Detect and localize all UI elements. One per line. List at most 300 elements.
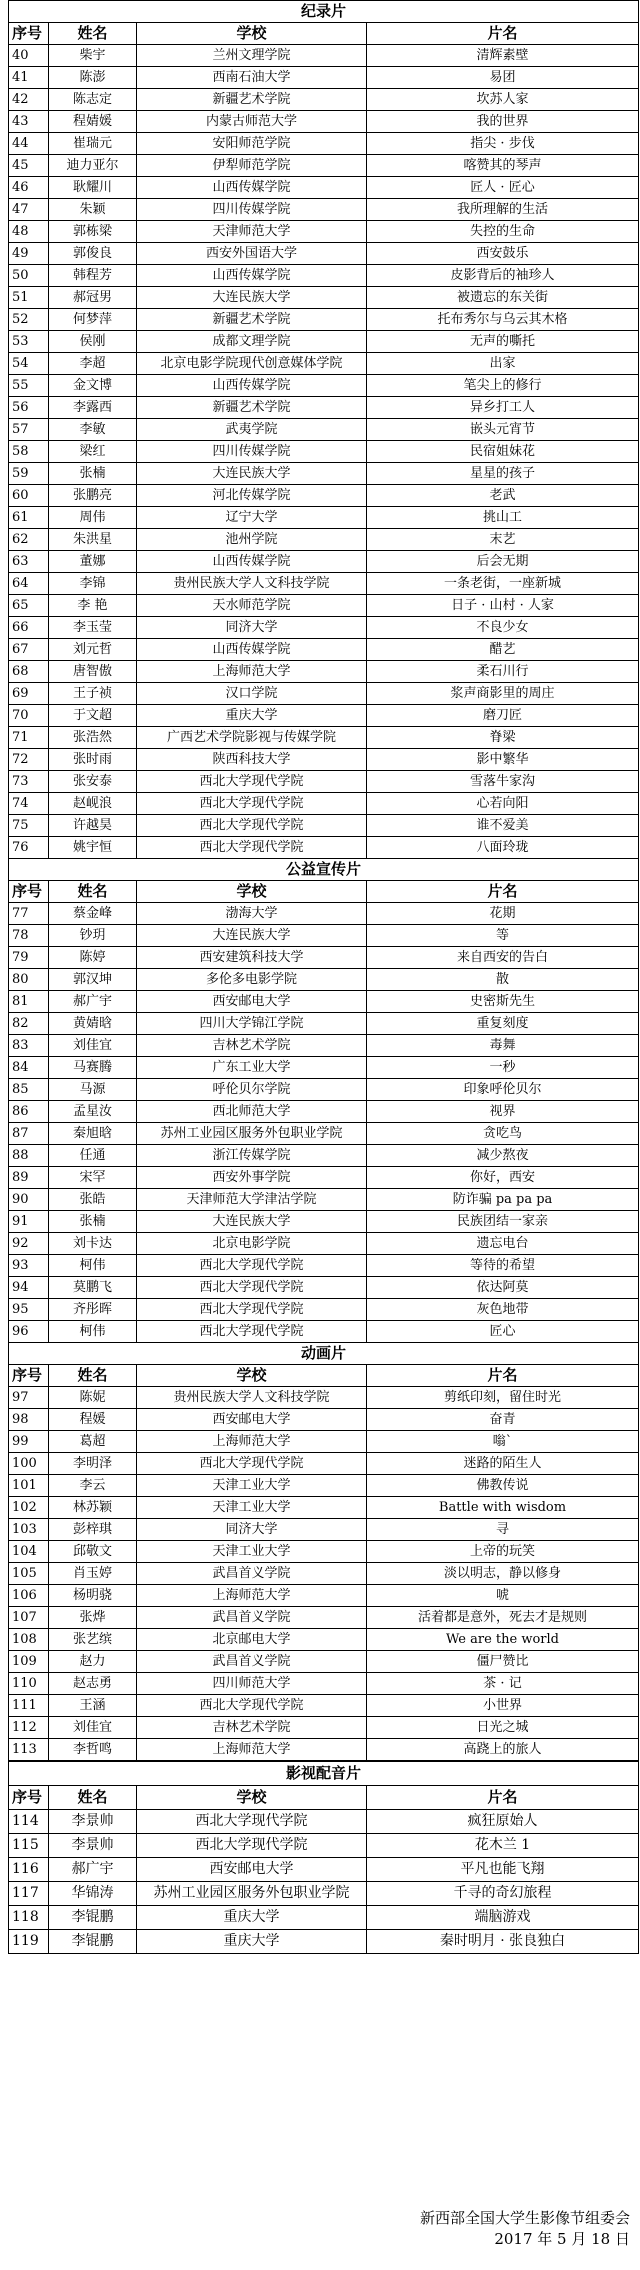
table-row [9,1563,639,1585]
table-row [9,1277,639,1299]
cell-number: 60 [9,485,49,507]
cell-title: 来自西安的告白 [367,947,639,969]
header-title: 片名 [367,1365,639,1387]
cell-school: 陕西科技大学 [137,749,367,771]
cell-title: 毒舞 [367,1035,639,1057]
table-row [9,1651,639,1673]
cell-title: 星星的孩子 [367,463,639,485]
table-row [9,1695,639,1717]
header-school: 学校 [137,1786,367,1810]
table-row [9,265,639,287]
table-row [9,419,639,441]
cell-name: 李超 [49,353,137,375]
cell-school: 武昌首义学院 [137,1607,367,1629]
cell-school: 新疆艺术学院 [137,397,367,419]
cell-number: 99 [9,1431,49,1453]
cell-name: 彭梓琪 [49,1519,137,1541]
cell-school: 西北大学现代学院 [137,1834,367,1858]
table-row [9,903,639,925]
table-row [9,1387,639,1409]
cell-school: 西安邮电大学 [137,991,367,1013]
table-row [9,551,639,573]
cell-number: 41 [9,67,49,89]
cell-number: 78 [9,925,49,947]
cell-school: 天津师范大学 [137,221,367,243]
cell-school: 四川大学锦江学院 [137,1013,367,1035]
table-row [9,243,639,265]
cell-title: 磨刀匠 [367,705,639,727]
cell-school: 山西传媒学院 [137,177,367,199]
cell-title: 不良少女 [367,617,639,639]
cell-school: 西北大学现代学院 [137,1277,367,1299]
cell-school: 武昌首义学院 [137,1563,367,1585]
cell-title: 秦时明月 · 张良独白 [367,1930,639,1954]
cell-number: 114 [9,1810,49,1834]
cell-school: 内蒙古师范大学 [137,111,367,133]
table-row [9,1211,639,1233]
cell-school: 吉林艺术学院 [137,1717,367,1739]
cell-number: 90 [9,1189,49,1211]
table-row [9,1519,639,1541]
cell-number: 113 [9,1739,49,1761]
cell-name: 柯伟 [49,1255,137,1277]
cell-number: 50 [9,265,49,287]
cell-name: 马源 [49,1079,137,1101]
cell-number: 116 [9,1858,49,1882]
cell-number: 109 [9,1651,49,1673]
cell-name: 王涵 [49,1695,137,1717]
cell-number: 49 [9,243,49,265]
table-row [9,837,639,859]
table-row [9,925,639,947]
cell-title: 淡以明志，静以修身 [367,1563,639,1585]
table-row [9,1810,639,1834]
section-animation [9,1343,639,1387]
table-row [9,309,639,331]
header-number: 序号 [9,1786,49,1810]
cell-school: 重庆大学 [137,1906,367,1930]
cell-number: 81 [9,991,49,1013]
cell-title: 浆声商影里的周庄 [367,683,639,705]
cell-name: 刘佳宜 [49,1035,137,1057]
cell-number: 65 [9,595,49,617]
cell-number: 105 [9,1563,49,1585]
cell-school: 天津工业大学 [137,1497,367,1519]
cell-name: 张楠 [49,1211,137,1233]
cell-school: 山西传媒学院 [137,639,367,661]
film-list-table [8,0,639,1761]
cell-number: 69 [9,683,49,705]
cell-title: 失控的生命 [367,221,639,243]
table-row [9,771,639,793]
footer [420,2208,630,2250]
table-row [9,1409,639,1431]
table-row [9,1607,639,1629]
cell-name: 李锟鹏 [49,1906,137,1930]
cell-school: 上海师范大学 [137,1739,367,1761]
cell-name: 杨明骁 [49,1585,137,1607]
cell-name: 李景帅 [49,1834,137,1858]
table-row [9,1629,639,1651]
table-row [9,485,639,507]
cell-title: 遗忘电台 [367,1233,639,1255]
cell-number: 72 [9,749,49,771]
cell-name: 陈妮 [49,1387,137,1409]
table-row [9,507,639,529]
cell-school: 天水师范学院 [137,595,367,617]
table-row [9,1497,639,1519]
table-row [9,1858,639,1882]
cell-name: 周伟 [49,507,137,529]
table-row [9,969,639,991]
cell-number: 107 [9,1607,49,1629]
cell-number: 71 [9,727,49,749]
date: 2017 年 5 月 18 日 [494,2230,630,2248]
table-row [9,683,639,705]
cell-title: 灰色地带 [367,1299,639,1321]
cell-school: 呼伦贝尔学院 [137,1079,367,1101]
header-title: 片名 [367,1786,639,1810]
table-row [9,155,639,177]
cell-title: 皮影背后的袖珍人 [367,265,639,287]
cell-title: 异乡打工人 [367,397,639,419]
cell-school: 武昌首义学院 [137,1651,367,1673]
cell-school: 山西传媒学院 [137,265,367,287]
cell-school: 北京电影学院现代创意媒体学院 [137,353,367,375]
cell-school: 重庆大学 [137,705,367,727]
cell-title: 后会无期 [367,551,639,573]
cell-title: 西安鼓乐 [367,243,639,265]
table-row [9,793,639,815]
cell-number: 89 [9,1167,49,1189]
table-row [9,1585,639,1607]
cell-school: 苏州工业园区服务外包职业学院 [137,1882,367,1906]
cell-name: 郝冠男 [49,287,137,309]
cell-title: 视界 [367,1101,639,1123]
cell-school: 西北大学现代学院 [137,1810,367,1834]
cell-title: 剪纸印刻，留住时光 [367,1387,639,1409]
table-row [9,1906,639,1930]
cell-name: 何梦萍 [49,309,137,331]
table-row [9,1673,639,1695]
cell-number: 82 [9,1013,49,1035]
cell-number: 108 [9,1629,49,1651]
cell-name: 李玉莹 [49,617,137,639]
cell-title: 末艺 [367,529,639,551]
cell-number: 85 [9,1079,49,1101]
header-title: 片名 [367,881,639,903]
cell-title: 日光之城 [367,1717,639,1739]
cell-name: 迪力亚尔 [49,155,137,177]
cell-title: 花期 [367,903,639,925]
cell-number: 80 [9,969,49,991]
cell-number: 95 [9,1299,49,1321]
cell-number: 73 [9,771,49,793]
cell-title: 花木兰 1 [367,1834,639,1858]
cell-title: 一秒 [367,1057,639,1079]
cell-title: 奋青 [367,1409,639,1431]
table-row [9,1930,639,1954]
cell-name: 张浩然 [49,727,137,749]
cell-title: 八面玲珑 [367,837,639,859]
table-row [9,991,639,1013]
cell-school: 山西传媒学院 [137,375,367,397]
cell-school: 山西传媒学院 [137,551,367,573]
cell-name: 钞玥 [49,925,137,947]
section-title: 纪录片 [9,1,639,23]
cell-number: 94 [9,1277,49,1299]
cell-title: 茶 · 记 [367,1673,639,1695]
cell-school: 四川师范大学 [137,1673,367,1695]
cell-number: 74 [9,793,49,815]
cell-number: 40 [9,45,49,67]
cell-school: 同济大学 [137,1519,367,1541]
cell-title: 千寻的奇幻旅程 [367,1882,639,1906]
cell-name: 刘佳宜 [49,1717,137,1739]
cell-school: 西北大学现代学院 [137,837,367,859]
cell-school: 大连民族大学 [137,463,367,485]
cell-name: 唐智傲 [49,661,137,683]
cell-school: 浙江传媒学院 [137,1145,367,1167]
cell-title: 无声的嘶托 [367,331,639,353]
table-row [9,1145,639,1167]
table-row [9,67,639,89]
cell-number: 101 [9,1475,49,1497]
cell-name: 马赛腾 [49,1057,137,1079]
cell-name: 李云 [49,1475,137,1497]
cell-school: 广西艺术学院影视与传媒学院 [137,727,367,749]
cell-number: 54 [9,353,49,375]
cell-title: 疯狂原始人 [367,1810,639,1834]
cell-name: 李明泽 [49,1453,137,1475]
table-row [9,1882,639,1906]
cell-name: 张安泰 [49,771,137,793]
cell-name: 耿耀川 [49,177,137,199]
cell-number: 91 [9,1211,49,1233]
table-row [9,1101,639,1123]
cell-name: 刘元哲 [49,639,137,661]
cell-title: 民族团结一家亲 [367,1211,639,1233]
cell-school: 多伦多电影学院 [137,969,367,991]
cell-name: 李锟鹏 [49,1930,137,1954]
cell-number: 51 [9,287,49,309]
cell-name: 郭栋梁 [49,221,137,243]
cell-title: 等待的希望 [367,1255,639,1277]
cell-name: 李哲鸣 [49,1739,137,1761]
cell-name: 张皓 [49,1189,137,1211]
cell-school: 西安邮电大学 [137,1858,367,1882]
cell-title: 老武 [367,485,639,507]
cell-name: 齐彤晖 [49,1299,137,1321]
header-number: 序号 [9,881,49,903]
cell-school: 西北大学现代学院 [137,1695,367,1717]
cell-school: 武夷学院 [137,419,367,441]
cell-title: We are the world [367,1629,639,1651]
cell-title: 佛教传说 [367,1475,639,1497]
table-row [9,1321,639,1343]
cell-number: 83 [9,1035,49,1057]
cell-school: 北京电影学院 [137,1233,367,1255]
table-row [9,1739,639,1761]
cell-name: 张鹏亮 [49,485,137,507]
cell-title: 上帝的玩笑 [367,1541,639,1563]
cell-number: 47 [9,199,49,221]
cell-title: 清辉素壁 [367,45,639,67]
cell-number: 104 [9,1541,49,1563]
cell-number: 59 [9,463,49,485]
table-row [9,573,639,595]
cell-number: 66 [9,617,49,639]
cell-school: 贵州民族大学人文科技学院 [137,1387,367,1409]
cell-number: 103 [9,1519,49,1541]
cell-school: 西北师范大学 [137,1101,367,1123]
table-row [9,133,639,155]
rows-dubbing [9,1810,639,1954]
cell-school: 天津师范大学津沽学院 [137,1189,367,1211]
cell-school: 安阳师范学院 [137,133,367,155]
header-school: 学校 [137,23,367,45]
cell-name: 李景帅 [49,1810,137,1834]
header-name: 姓名 [49,1365,137,1387]
table-row [9,749,639,771]
cell-school: 汉口学院 [137,683,367,705]
cell-name: 秦旭晗 [49,1123,137,1145]
cell-number: 58 [9,441,49,463]
cell-number: 92 [9,1233,49,1255]
table-row [9,947,639,969]
cell-number: 96 [9,1321,49,1343]
table-row [9,1035,639,1057]
cell-name: 林苏颖 [49,1497,137,1519]
cell-title: 雪落牛家沟 [367,771,639,793]
cell-school: 西安外国语大学 [137,243,367,265]
cell-name: 宋罕 [49,1167,137,1189]
table-row [9,705,639,727]
cell-number: 118 [9,1906,49,1930]
cell-school: 北京邮电大学 [137,1629,367,1651]
table-row [9,221,639,243]
table-row [9,89,639,111]
cell-name: 肖玉婷 [49,1563,137,1585]
cell-title: 你好，西安 [367,1167,639,1189]
cell-number: 119 [9,1930,49,1954]
table-row [9,815,639,837]
cell-title: 一条老街，一座新城 [367,573,639,595]
table-row [9,529,639,551]
table-row [9,617,639,639]
table-row [9,1079,639,1101]
cell-school: 天津工业大学 [137,1541,367,1563]
cell-title: 指尖 · 步伐 [367,133,639,155]
cell-name: 郝广宇 [49,1858,137,1882]
cell-title: 醋艺 [367,639,639,661]
cell-school: 西北大学现代学院 [137,815,367,837]
cell-title: 散 [367,969,639,991]
cell-number: 76 [9,837,49,859]
cell-title: 坎苏人家 [367,89,639,111]
cell-school: 池州学院 [137,529,367,551]
cell-name: 朱洪星 [49,529,137,551]
cell-name: 陈志定 [49,89,137,111]
table-row [9,1013,639,1035]
table-row [9,1233,639,1255]
cell-title: 日子 · 山村 · 人家 [367,595,639,617]
cell-school: 苏州工业园区服务外包职业学院 [137,1123,367,1145]
cell-number: 52 [9,309,49,331]
cell-school: 西北大学现代学院 [137,1299,367,1321]
cell-name: 李锦 [49,573,137,595]
table-row [9,661,639,683]
cell-title: 等 [367,925,639,947]
cell-number: 84 [9,1057,49,1079]
cell-school: 西北大学现代学院 [137,1453,367,1475]
table-row [9,1834,639,1858]
table-row [9,331,639,353]
cell-number: 86 [9,1101,49,1123]
cell-title: 被遗忘的东关街 [367,287,639,309]
section-title: 公益宣传片 [9,859,639,881]
cell-school: 广东工业大学 [137,1057,367,1079]
cell-number: 44 [9,133,49,155]
cell-name: 葛超 [49,1431,137,1453]
table-row [9,375,639,397]
cell-title: 僵尸赞比 [367,1651,639,1673]
cell-number: 43 [9,111,49,133]
cell-title: 重复刻度 [367,1013,639,1035]
cell-school: 大连民族大学 [137,925,367,947]
cell-school: 辽宁大学 [137,507,367,529]
table-row [9,177,639,199]
cell-title: 挑山工 [367,507,639,529]
cell-title: 匠人 · 匠心 [367,177,639,199]
cell-number: 64 [9,573,49,595]
rows-animation [9,1387,639,1761]
cell-school: 西安外事学院 [137,1167,367,1189]
cell-title: 脊梁 [367,727,639,749]
table-row [9,727,639,749]
cell-title: 笔尖上的修行 [367,375,639,397]
table-row [9,1189,639,1211]
table-row [9,441,639,463]
header-school: 学校 [137,881,367,903]
cell-name: 柴宇 [49,45,137,67]
cell-title: 平凡也能飞翔 [367,1858,639,1882]
cell-title: Battle with wisdom [367,1497,639,1519]
table-row [9,595,639,617]
cell-number: 70 [9,705,49,727]
cell-number: 55 [9,375,49,397]
cell-school: 西北大学现代学院 [137,1255,367,1277]
table-row [9,1255,639,1277]
rows-documentary [9,45,639,859]
cell-title: 我的世界 [367,111,639,133]
cell-number: 98 [9,1409,49,1431]
cell-number: 93 [9,1255,49,1277]
cell-name: 莫鹏飞 [49,1277,137,1299]
cell-school: 大连民族大学 [137,1211,367,1233]
cell-school: 上海师范大学 [137,1585,367,1607]
cell-title: 贪吃鸟 [367,1123,639,1145]
cell-name: 许越昊 [49,815,137,837]
table-row [9,199,639,221]
cell-school: 西南石油大学 [137,67,367,89]
cell-number: 48 [9,221,49,243]
cell-school: 上海师范大学 [137,1431,367,1453]
header-name: 姓名 [49,23,137,45]
cell-number: 42 [9,89,49,111]
table-row [9,1475,639,1497]
header-number: 序号 [9,23,49,45]
